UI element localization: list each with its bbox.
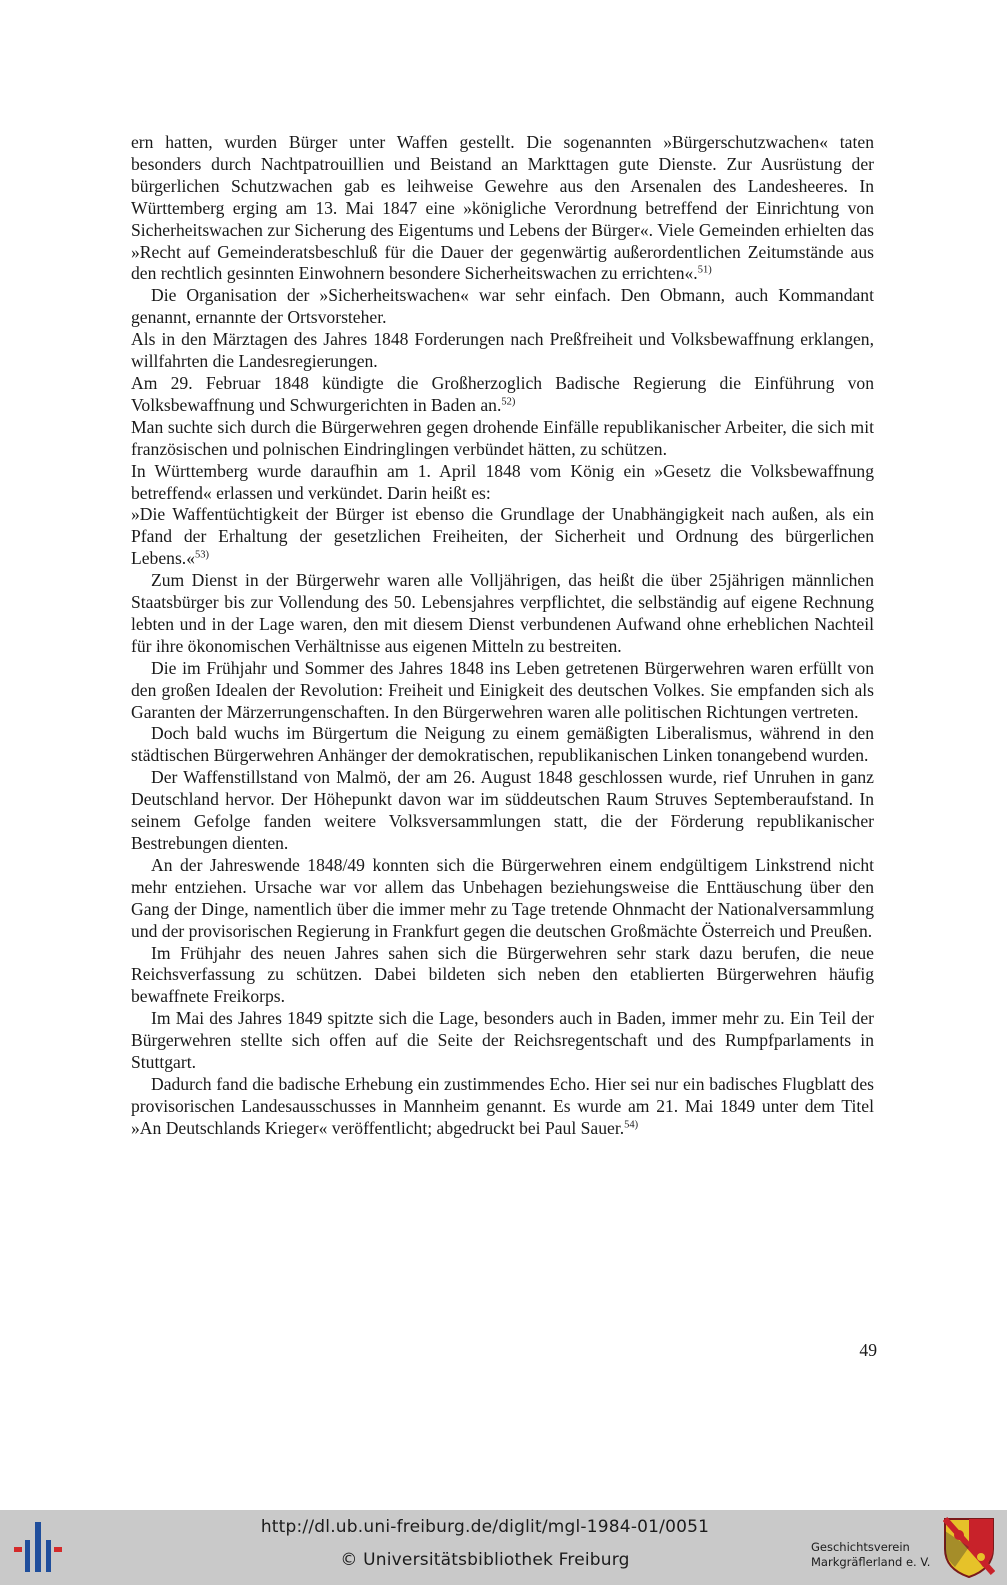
paragraph-5: Man suchte sich durch die Bürgerwehren gegen drohende Einfälle republikanischer Arbeiter, die sich mit französischen und polnischen Eindringlingen verbündet hätten, zu schützen. xyxy=(131,416,874,459)
paragraph-9: Die im Frühjahr und Sommer des Jahres 1848 ins Leben getretenen Bürgerwehren waren erfüllt von den großen Idealen der Revolution: Freiheit und Einigkeit des deutschen Volkes. Sie empfanden sich als Garanten der Märzerrungenschaften. In den Bürgerwehren waren alle politischen Richtungen vertreten. xyxy=(131,657,874,722)
association-name-line1: Geschichtsverein xyxy=(811,1540,910,1554)
page-number: 49 xyxy=(859,1340,877,1360)
coat-of-arms-icon xyxy=(943,1517,995,1579)
paragraph-11: Der Waffenstillstand von Malmö, der am 26. August 1848 geschlossen wurde, rief Unruhen in ganz Deutschland hervor. Der Höhepunkt davon war im süddeutschen Raum Struves Septemberaufstand. In seinem Gefolge fanden weitere Volksversammlungen statt, die der Förderung republikanischer Bestrebungen dienten. xyxy=(131,767,874,853)
paragraph-2: Die Organisation der »Sicherheitswachen« war sehr einfach. Den Obmann, auch Kommandant genannt, ernannte der Ortsvorsteher. xyxy=(131,285,874,328)
permalink-url[interactable]: http://dl.ub.uni-freiburg.de/diglit/mgl-1984-01/0051 xyxy=(260,1517,710,1537)
paragraph-8: Zum Dienst in der Bürgerwehr waren alle Volljährigen, das heißt die über 25jährigen männlichen Staatsbürger bis zur Vollendung des 50. Lebensjahres verpflichtet, die selbständig auf eigene Rechnung lebten und in der Lage waren, den mit diesem Dienst verbundenen Aufwand ohne erheblichen Nachteil für ihre ökonomischen Verhältnisse aus eigenen Mitteln zu bestreiten. xyxy=(131,570,874,656)
footnote-ref-51: 51) xyxy=(697,264,712,276)
paragraph-1: ern hatten, wurden Bürger unter Waffen gestellt. Die sogenannten »Bürgerschutzwachen« taten besonders durch Nachtpatrouillien und Beistand an Markttagen gute Dienste. Zur Ausrüstung der bürgerlichen Schutzwachen gab es leihweise Gewehre aus den Arsenalen des Landesheeres. In Württemberg erging am 13. Mai 1847 eine »königliche Verordnung betreffend der Einrichtung von Sicherheitswachen zur Sicherung des Eigentums und Lebens der Bürger«. Viele Gemeinden erhielten das »Recht auf Gemeinderatsbeschluß für die Dauer der gegenwärtig außerordentlichen Zeitumstände aus den rechtlich gesinnten Einwohnern besondere Sicherheitswachen zu errichten«.$^{51)}$ xyxy=(131,132,874,284)
paragraph-3: Als in den Märztagen des Jahres 1848 Forderungen nach Preßfreiheit und Volksbewaffnung erklangen, willfahrten die Landesregierungen. xyxy=(131,329,874,372)
paragraph-7: »Die Waffentüchtigkeit der Bürger ist ebenso die Grundlage der Unabhängigkeit nach außen, als ein Pfand der Erhaltung der gesetzlichen Freiheiten, der Sicherheit und Ordnung des bürgerlichen Lebens.«$^{53)}$ xyxy=(131,504,874,569)
library-logo-icon xyxy=(14,1520,64,1574)
paragraph-6: In Württemberg wurde daraufhin am 1. April 1848 vom König ein »Gesetz die Volksbewaffnung betreffend« erlassen und verkündet. Darin heißt es: xyxy=(131,460,874,503)
copyright-notice: © Universitätsbibliothek Freiburg xyxy=(340,1550,630,1570)
paragraph-15: Dadurch fand die badische Erhebung ein zustimmendes Echo. Hier sei nur ein badisches Flugblatt des provisorischen Landesausschusses in Mannheim genannt. Es wurde am 21. Mai 1849 unter dem Titel »An Deutschlands Krieger« veröffentlicht; abgedruckt bei Paul Sauer.$^{54)}$ xyxy=(131,1073,874,1138)
paragraph-4: Am 29. Februar 1848 kündigte die Großherzoglich Badische Regierung die Einführung von Volksbewaffnung und Schwurgerichten in Baden an.$^{52)}$ xyxy=(131,372,874,415)
paragraph-10: Doch bald wuchs im Bürgertum die Neigung zu einem gemäßigten Liberalismus, während in den städtischen Bürgerwehren Anhänger der demokratischen, republikanischen Linken tonangebend wurden. xyxy=(131,723,874,766)
footer-bar xyxy=(0,1510,1007,1585)
paragraph-14: Im Mai des Jahres 1849 spitzte sich die Lage, besonders auch in Baden, immer mehr zu. Ein Teil der Bürgerwehren stellte sich offen auf die Seite der Reichsregentschaft und des Rumpfparlaments in Stuttgart. xyxy=(131,1008,874,1073)
footnote-ref-54: 54) xyxy=(624,1119,639,1131)
association-name xyxy=(811,1540,941,1570)
association-name-line2: Markgräflerland e. V. xyxy=(811,1555,931,1569)
footnote-ref-53: 53) xyxy=(195,549,210,561)
paragraph-13: Im Frühjahr des neuen Jahres sahen sich die Bürgerwehren sehr stark dazu berufen, die neue Reichsverfassung zu schützen. Dabei bildeten sich neben den etablierten Bürgerwehren häufig bewaffnete Freikorps. xyxy=(131,942,874,1007)
body-text xyxy=(131,132,874,1140)
footnote-ref-52: 52) xyxy=(501,396,516,408)
paragraph-12: An der Jahreswende 1848/49 konnten sich die Bürgerwehren einem endgültigem Linkstrend nicht mehr entziehen. Ursache war vor allem das Unbehagen beziehungsweise die Enttäuschung über den Gang der Dinge, namentlich über die immer mehr zu Tage tretende Ohnmacht der Nationalversammlung und der provisorischen Regierung in Frankfurt gegen die deutschen Großmächte Österreich und Preußen. xyxy=(131,854,874,941)
